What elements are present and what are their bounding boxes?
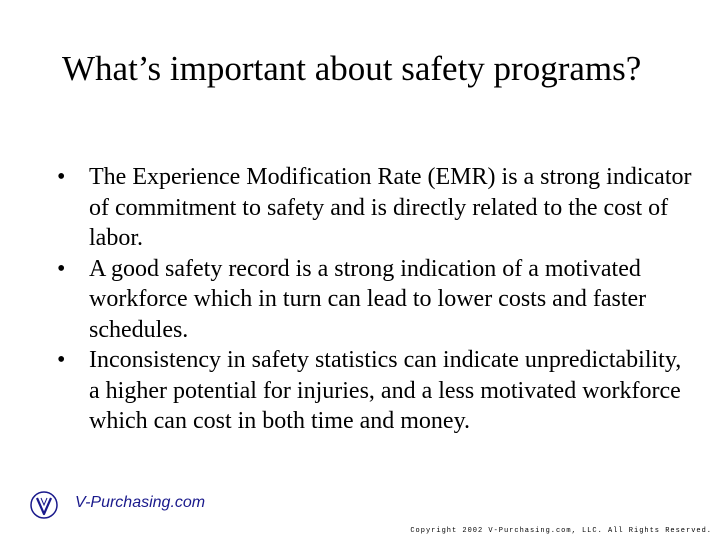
slide-title: What’s important about safety programs? xyxy=(62,49,642,88)
bullet-item-emr xyxy=(57,162,697,254)
bullet-text: A good safety record is a strong indication of a motivated workforce which in turn can lead to lower costs and faster schedules. xyxy=(89,255,647,343)
v-logo-icon xyxy=(29,490,59,520)
bullet-text: The Experience Modification Rate (EMR) is a strong indicator of commitment to safety and is directly related to the cost of labor. xyxy=(89,164,692,251)
bullet-text: Inconsistency in safety statistics can indicate unpredictability, a higher potential for injuries, and a less motivated workforce which can cost in both time and money. xyxy=(89,347,682,434)
brand-name: V-Purchasing.com xyxy=(75,494,206,511)
bullet-item-inconsistency xyxy=(57,345,697,437)
bullet-dot: • xyxy=(57,255,66,282)
copyright-notice: Copyright 2002 V-Purchasing.com, LLC. All Rights Reserved. xyxy=(410,527,712,535)
bullet-item-safety-record xyxy=(57,254,697,346)
bullet-list xyxy=(57,162,697,437)
bullet-dot: • xyxy=(57,164,66,190)
bullet-dot: • xyxy=(57,347,66,373)
